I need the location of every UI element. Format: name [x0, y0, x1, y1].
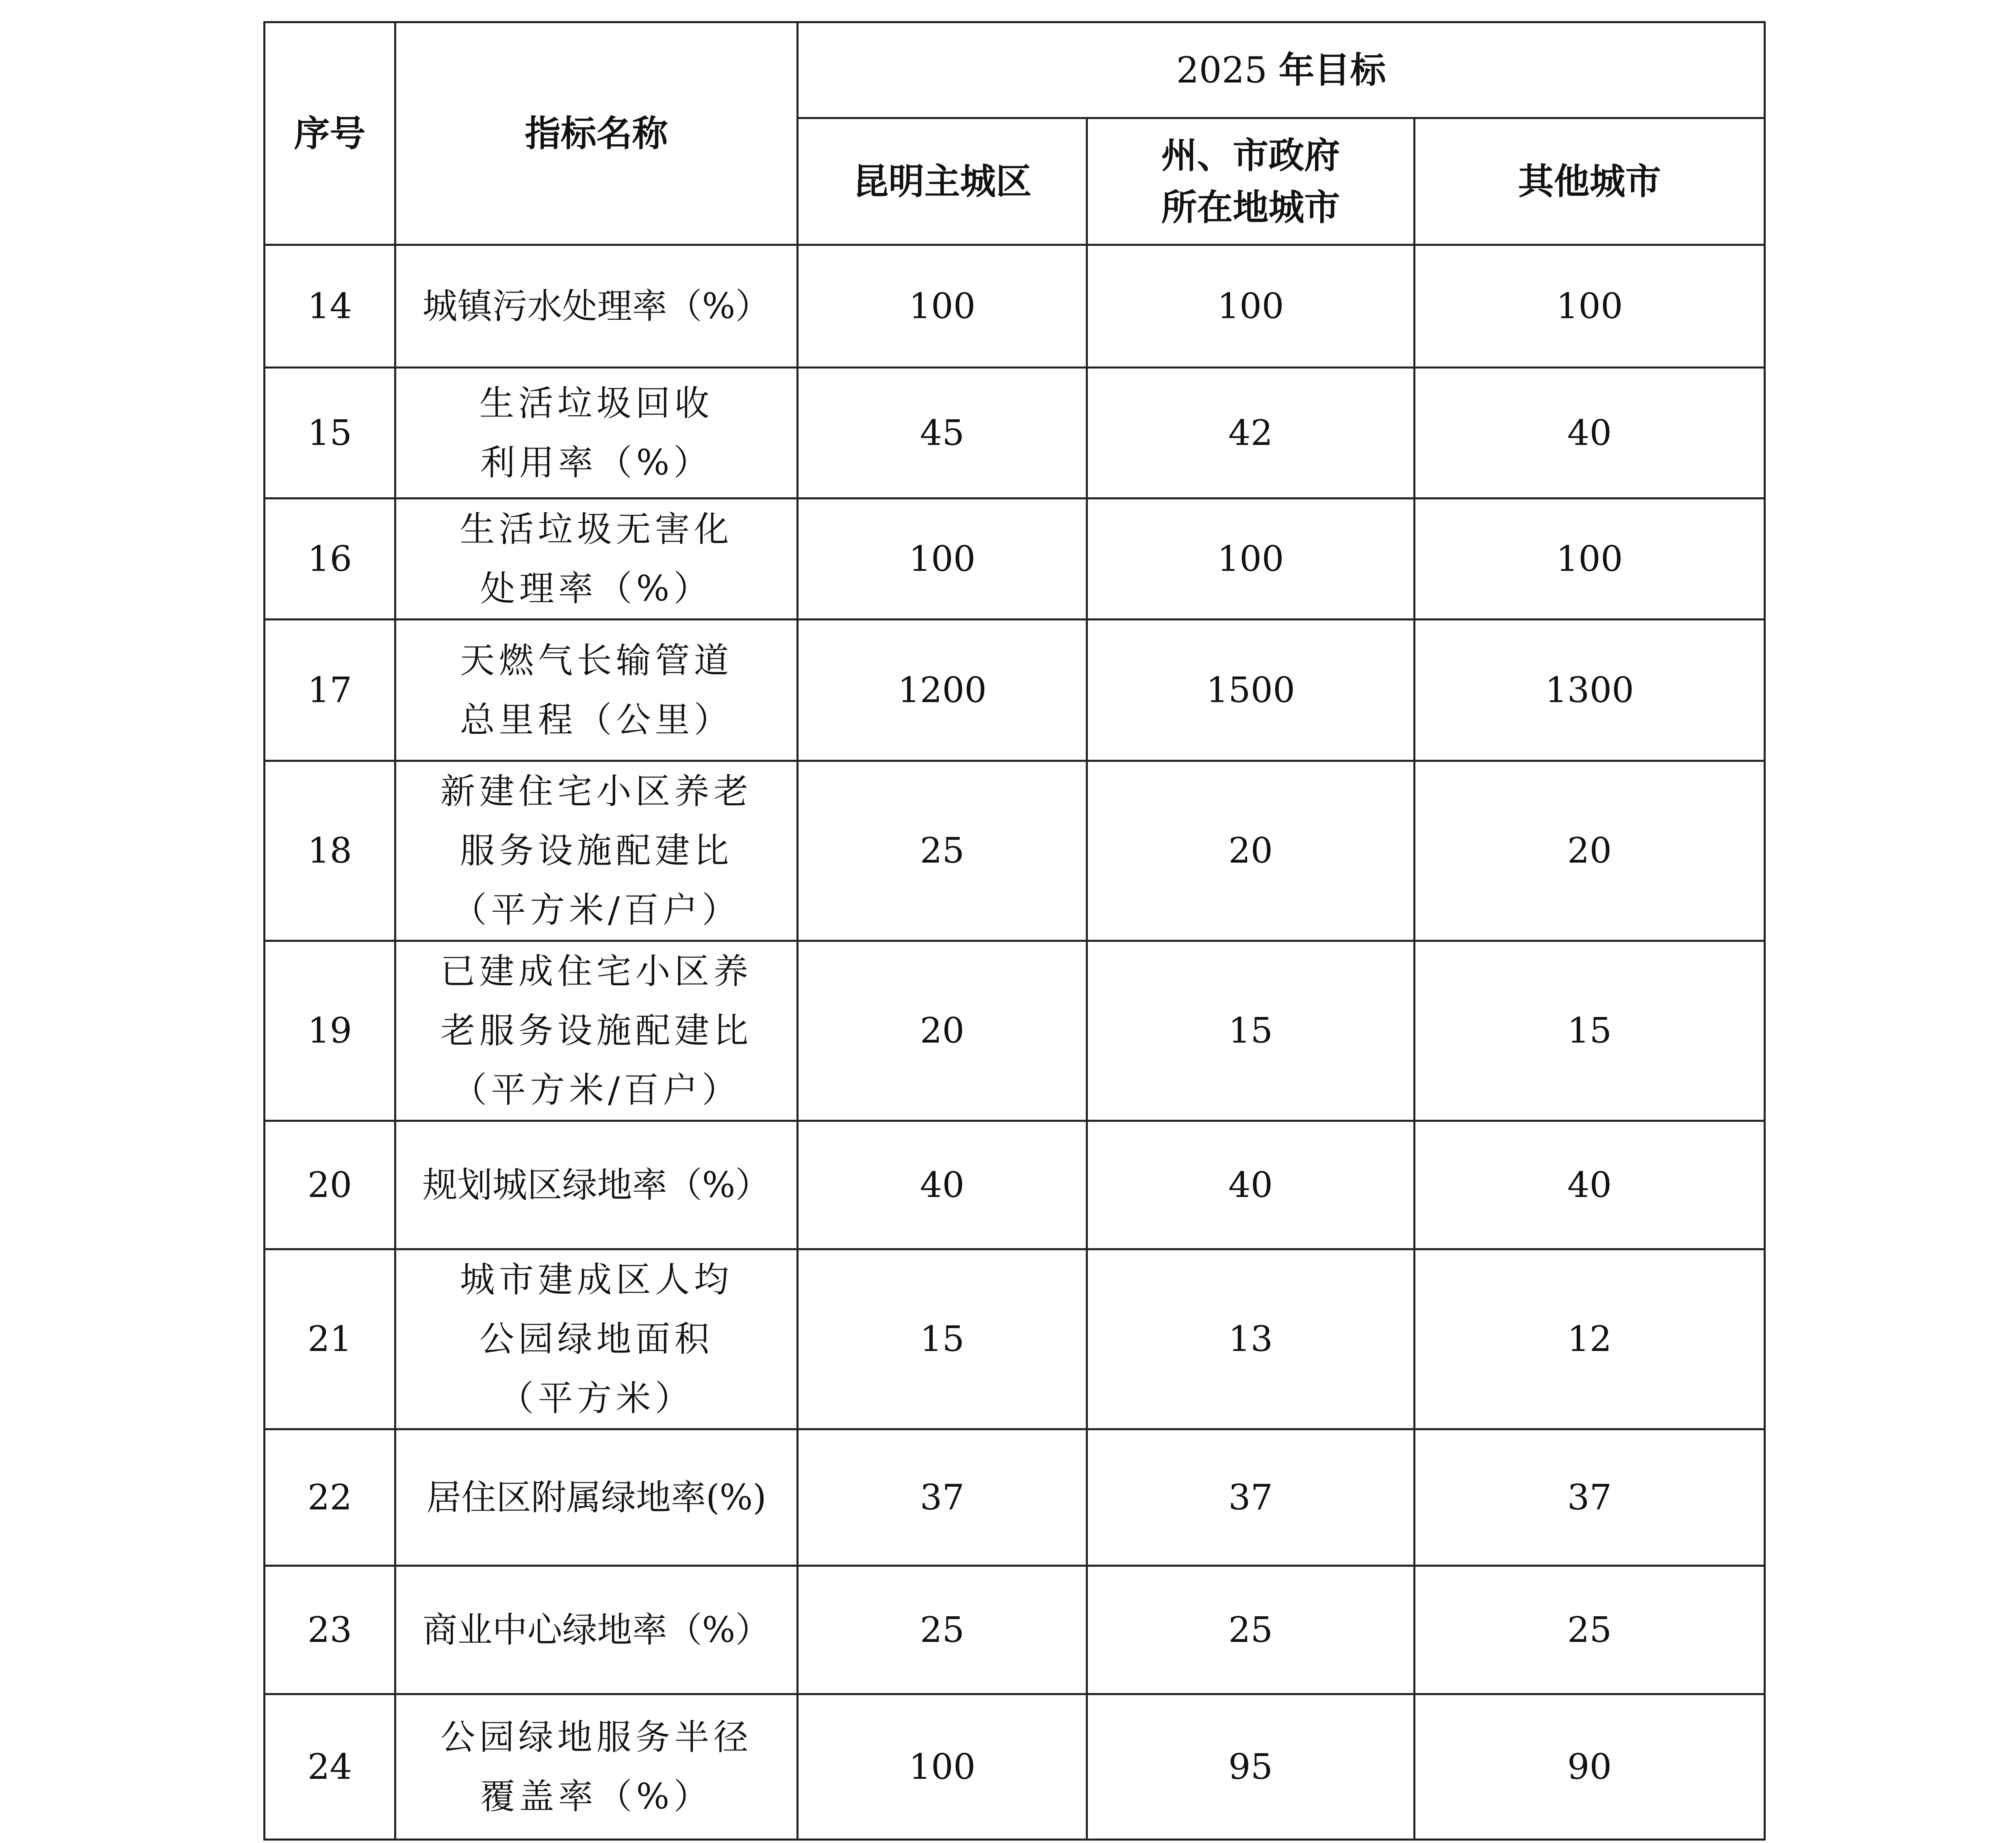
row-index: 18: [265, 761, 395, 941]
header-kunming-main-urban: 昆明主城区: [798, 118, 1087, 245]
table-row: [265, 245, 1765, 368]
header-other-cities: 其他城市: [1415, 118, 1765, 245]
row-value-other-cities: 100: [1415, 499, 1765, 620]
row-value-other-cities: 40: [1415, 368, 1765, 499]
row-value-kunming: 40: [798, 1121, 1087, 1249]
table-row: [265, 1694, 1765, 1840]
row-value-prefecture-seat: 100: [1087, 245, 1415, 368]
row-value-prefecture-seat: 15: [1087, 941, 1415, 1121]
header-row-top: [265, 22, 1765, 118]
row-value-other-cities: 25: [1415, 1566, 1765, 1694]
row-indicator-name: 规划城区绿地率（%）: [395, 1121, 798, 1249]
row-indicator-name: 商业中心绿地率（%）: [395, 1566, 798, 1694]
table-row: [265, 1566, 1765, 1694]
table-row: [265, 368, 1765, 499]
header-target-2025: [798, 22, 1765, 118]
row-value-other-cities: 20: [1415, 761, 1765, 941]
table-row: [265, 499, 1765, 620]
row-indicator-name: 公园绿地服务半径 覆盖率（%）: [395, 1694, 798, 1840]
row-value-kunming: 100: [798, 245, 1087, 368]
targets-table: [263, 21, 1766, 1841]
row-value-kunming: 20: [798, 941, 1087, 1121]
table-row: [265, 941, 1765, 1121]
row-index: 17: [265, 620, 395, 761]
row-indicator-name: 已建成住宅小区养 老服务设施配建比 （平方米/百户）: [395, 941, 798, 1121]
row-value-prefecture-seat: 100: [1087, 499, 1415, 620]
row-indicator-name: 生活垃圾无害化 处理率（%）: [395, 499, 798, 620]
header-target-label: 年目标: [1278, 49, 1386, 91]
row-value-prefecture-seat: 95: [1087, 1694, 1415, 1840]
row-value-prefecture-seat: 40: [1087, 1121, 1415, 1249]
row-value-other-cities: 1300: [1415, 620, 1765, 761]
header-indicator-name: 指标名称: [395, 22, 798, 245]
row-value-kunming: 15: [798, 1249, 1087, 1429]
table-row: [265, 1121, 1765, 1249]
table-row: [265, 761, 1765, 941]
row-indicator-name: 新建住宅小区养老 服务设施配建比 （平方米/百户）: [395, 761, 798, 941]
row-indicator-name: 生活垃圾回收 利用率（%）: [395, 368, 798, 499]
row-indicator-name: 城镇污水处理率（%）: [395, 245, 798, 368]
row-value-kunming: 45: [798, 368, 1087, 499]
header-index: 序号: [265, 22, 395, 245]
row-index: 20: [265, 1121, 395, 1249]
row-value-kunming: 100: [798, 499, 1087, 620]
header-target-year: 2025: [1176, 49, 1267, 91]
row-value-prefecture-seat: 42: [1087, 368, 1415, 499]
row-indicator-name: 城市建成区人均 公园绿地面积 （平方米）: [395, 1249, 798, 1429]
row-value-other-cities: 100: [1415, 245, 1765, 368]
table-row: [265, 1429, 1765, 1566]
row-index: 24: [265, 1694, 395, 1840]
row-value-other-cities: 12: [1415, 1249, 1765, 1429]
row-indicator-name: 天燃气长输管道 总里程（公里）: [395, 620, 798, 761]
row-index: 16: [265, 499, 395, 620]
row-index: 15: [265, 368, 395, 499]
table-body: [265, 22, 1765, 1840]
row-index: 22: [265, 1429, 395, 1566]
row-value-prefecture-seat: 1500: [1087, 620, 1415, 761]
row-index: 14: [265, 245, 395, 368]
row-index: 19: [265, 941, 395, 1121]
header-prefecture-seat-cities: 州、市政府 所在地城市: [1087, 118, 1415, 245]
row-value-other-cities: 40: [1415, 1121, 1765, 1249]
row-index: 21: [265, 1249, 395, 1429]
row-value-kunming: 25: [798, 1566, 1087, 1694]
row-value-prefecture-seat: 25: [1087, 1566, 1415, 1694]
table-row: [265, 1249, 1765, 1429]
row-value-prefecture-seat: 13: [1087, 1249, 1415, 1429]
row-value-kunming: 25: [798, 761, 1087, 941]
table-row: [265, 620, 1765, 761]
row-index: 23: [265, 1566, 395, 1694]
row-value-prefecture-seat: 20: [1087, 761, 1415, 941]
row-value-prefecture-seat: 37: [1087, 1429, 1415, 1566]
row-value-other-cities: 37: [1415, 1429, 1765, 1566]
row-value-other-cities: 15: [1415, 941, 1765, 1121]
row-value-other-cities: 90: [1415, 1694, 1765, 1840]
row-value-kunming: 37: [798, 1429, 1087, 1566]
row-indicator-name: 居住区附属绿地率(%): [395, 1429, 798, 1566]
row-value-kunming: 1200: [798, 620, 1087, 761]
row-value-kunming: 100: [798, 1694, 1087, 1840]
